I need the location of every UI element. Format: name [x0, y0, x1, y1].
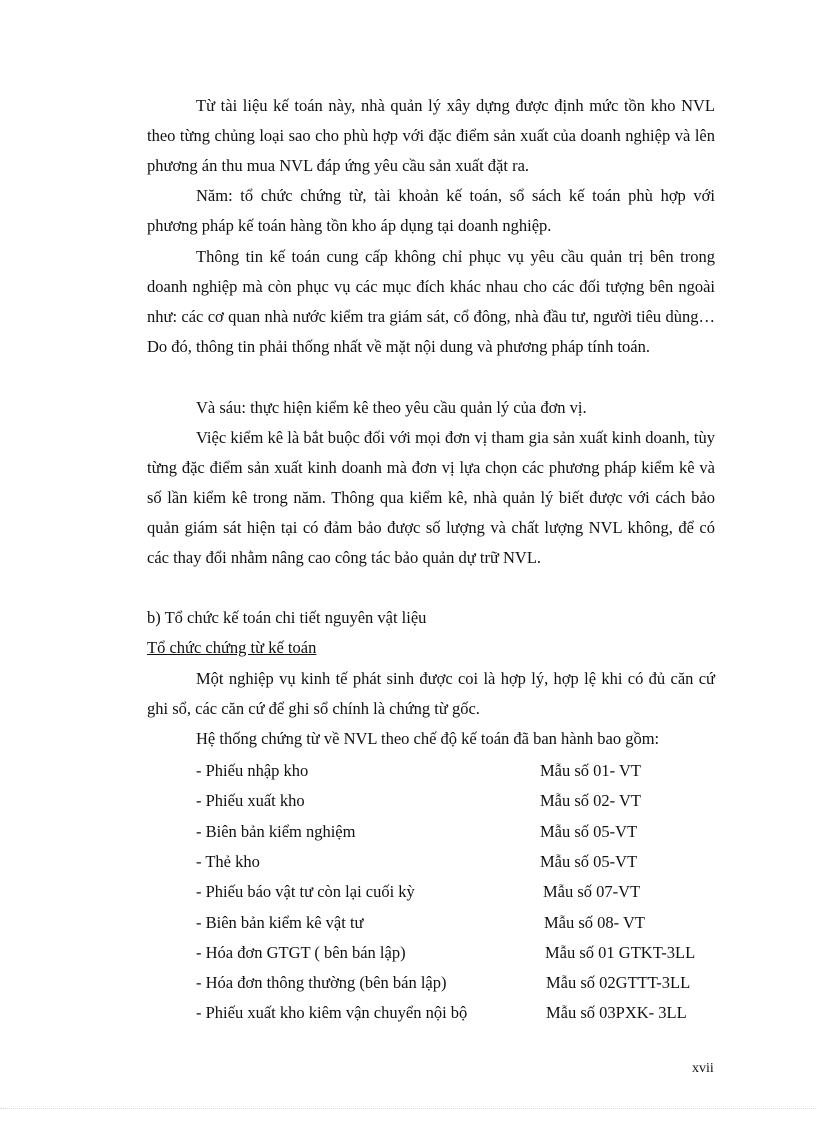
document-form-code: Mẫu số 02- VT — [540, 791, 641, 811]
paragraph-information-use: Thông tin kế toán cung cấp không chỉ phục vụ yêu cầu quản trị bên trong doanh nghiệp mà còn phục vụ các mục đích khác nhau cho các đối tượng bên ngoài như: các cơ quan nhà nước kiểm tra giám sát, cổ đông, nhà đầu tư, người tiêu dùng… Do đó, thông tin phải thống nhất về mặt nội dung và phương pháp tính toán. — [147, 247, 715, 357]
subsection-heading: Tổ chức chứng từ kế toán — [147, 638, 317, 657]
document-list-item — [196, 968, 756, 998]
document-list-item — [196, 998, 756, 1028]
document-name: - Phiếu báo vật tư còn lại cuối kỳ — [196, 882, 415, 902]
document-name: - Biên bản kiểm kê vật tư — [196, 912, 364, 932]
paragraph-fifth-task: Năm: tổ chức chứng từ, tài khoản kế toán, sổ sách kế toán phù hợp với phương pháp kế toán hàng tồn kho áp dụng tại doanh nghiệp. — [147, 186, 715, 236]
document-list-item — [196, 938, 756, 968]
document-list-item — [196, 877, 756, 907]
paragraph-inventory-norms: Từ tài liệu kế toán này, nhà quản lý xây dựng được định mức tồn kho NVL theo từng chủng loại sao cho phù hợp với đặc điểm sản xuất của doanh nghiệp và lên phương án thu mua NVL đáp ứng yêu cầu sản xuất đặt ra. — [147, 96, 715, 176]
section-heading: b) Tổ chức kế toán chi tiết nguyên vật liệu — [147, 608, 427, 627]
page-bottom-rule — [0, 1108, 816, 1109]
document-name: - Hóa đơn thông thường (bên bán lập) — [196, 973, 447, 993]
document-form-code: Mẫu số 01 GTKT-3LL — [545, 942, 696, 962]
document-name: - Phiếu xuất kho — [196, 791, 305, 811]
document-list-item — [196, 817, 756, 847]
document-list-item — [196, 847, 756, 877]
document-form-code: Mẫu số 02GTTT-3LL — [546, 973, 691, 993]
paragraph-source-documents: Một nghiệp vụ kinh tế phát sinh được coi là hợp lý, hợp lệ khi có đủ căn cứ ghi sổ, các căn cứ để ghi sổ chính là chứng từ gốc. — [147, 669, 715, 719]
document-list-item — [196, 786, 756, 816]
page-number: xvii — [692, 1061, 714, 1076]
paragraph-document-system: Hệ thống chứng từ về NVL theo chế độ kế toán đã ban hành bao gồm: — [196, 729, 660, 748]
document-name: - Biên bản kiểm nghiệm — [196, 821, 356, 841]
document-name: - Hóa đơn GTGT ( bên bán lập) — [196, 942, 406, 962]
document-form-code: Mẫu số 05-VT — [540, 821, 638, 841]
document-form-code: Mẫu số 08- VT — [544, 912, 645, 932]
document-name: - Phiếu nhập kho — [196, 761, 309, 780]
document-form-code: Mẫu số 05-VT — [540, 851, 638, 871]
document-name: - Phiếu xuất kho kiêm vận chuyển nội bộ — [196, 1003, 468, 1023]
document-form-code: Mẫu số 03PXK- 3LL — [546, 1003, 687, 1023]
document-list-item — [196, 908, 756, 938]
document-name: - Thẻ kho — [196, 851, 260, 871]
document-form-code: Mẫu số 07-VT — [543, 882, 641, 902]
document-list-item — [196, 756, 756, 786]
document-form-code: Mẫu số 01- VT — [540, 761, 641, 780]
paragraph-sixth-task: Và sáu: thực hiện kiểm kê theo yêu cầu quản lý của đơn vị. — [196, 398, 587, 417]
paragraph-inventory-check: Việc kiểm kê là bắt buộc đối với mọi đơn vị tham gia sản xuất kinh doanh, tùy từng đặc điểm sản xuất kinh doanh mà đơn vị lựa chọn các phương pháp kiểm kê và số lần kiểm kê trong năm. Thông qua kiểm kê, nhà quản lý biết được với cách bảo quản giám sát hiện tại có đảm bảo được số lượng và chất lượng NVL không, để có các thay đổi nhằm nâng cao công tác bảo quản dự trữ NVL. — [147, 428, 715, 568]
